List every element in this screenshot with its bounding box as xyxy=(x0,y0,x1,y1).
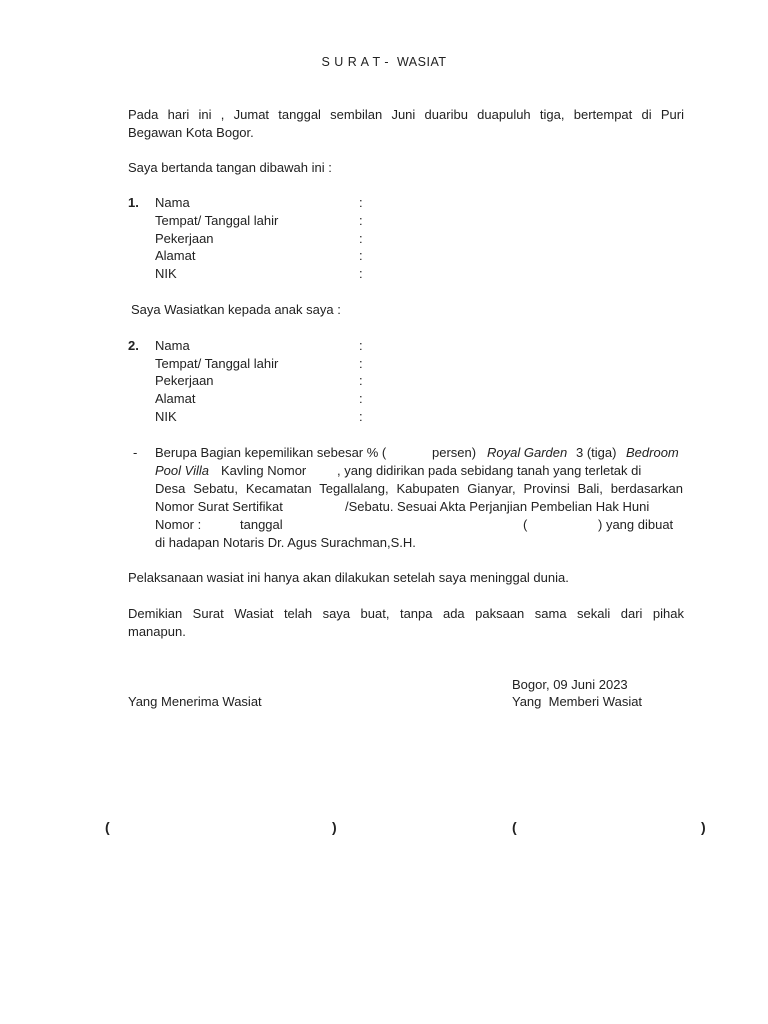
execution-clause: Pelaksanaan wasiat ini hanya akan dilakukan setelah saya meninggal dunia. xyxy=(128,570,569,585)
bequest-text: Desa Sebatu, Kecamatan Tegallalang, Kabupaten Gianyar, Provinsi Bali, berdasarkan xyxy=(155,481,683,496)
field-label-alamat-1: Alamat xyxy=(155,248,196,263)
field-colon: : xyxy=(359,195,363,210)
signature-bracket-open-left: ( xyxy=(105,819,110,835)
field-colon: : xyxy=(359,373,363,388)
item-number-2: 2. xyxy=(128,338,139,353)
field-colon: : xyxy=(359,213,363,228)
bequest-text: Bedroom xyxy=(626,445,679,460)
bequest-text: di hadapan Notaris Dr. Agus Surachman,S.H. xyxy=(155,535,416,550)
intro-line-2: Begawan Kota Bogor. xyxy=(128,125,254,140)
field-label-ttl-1: Tempat/ Tanggal lahir xyxy=(155,213,279,228)
signer-intro: Saya bertanda tangan dibawah ini : xyxy=(128,160,332,175)
field-label-ttl-2: Tempat/ Tanggal lahir xyxy=(155,356,279,371)
field-colon: : xyxy=(359,248,363,263)
bequest-text: persen) xyxy=(432,445,477,460)
field-colon: : xyxy=(359,409,363,424)
field-label-pekerjaan-1: Pekerjaan xyxy=(155,231,214,246)
field-colon: : xyxy=(359,338,363,353)
field-colon: : xyxy=(359,266,363,281)
giver-label: Yang Memberi Wasiat xyxy=(512,694,643,709)
signature-bracket-close-right: ) xyxy=(701,819,706,835)
intro-line-1: Pada hari ini , Jumat tanggal sembilan Juni duaribu duapuluh tiga, bertempat di Puri xyxy=(128,107,684,122)
bequest-text: ) yang dibuat xyxy=(598,517,674,532)
bequest-text: Royal Garden xyxy=(487,445,568,460)
closing-line-2: manapun. xyxy=(128,624,186,639)
receiver-label: Yang Menerima Wasiat xyxy=(128,694,262,709)
bequest-text: Nomor : xyxy=(155,517,202,532)
item-number-1: 1. xyxy=(128,195,139,210)
bequest-text: Pool Villa xyxy=(155,463,209,478)
bequest-text: tanggal xyxy=(240,517,283,532)
signature-bracket-open-right: ( xyxy=(512,819,517,835)
field-colon: : xyxy=(359,356,363,371)
bequest-text: 3 (tiga) xyxy=(576,445,617,460)
field-colon: : xyxy=(359,391,363,406)
place-date: Bogor, 09 Juni 2023 xyxy=(512,677,628,692)
heir-intro: Saya Wasiatkan kepada anak saya : xyxy=(131,302,341,317)
field-label-nik-2: NIK xyxy=(155,409,177,424)
field-label-nama-2: Nama xyxy=(155,338,190,353)
bullet-dash: - xyxy=(133,445,138,460)
field-label-nama-1: Nama xyxy=(155,195,190,210)
bequest-text: , yang didirikan pada sebidang tanah yang terletak di xyxy=(337,463,642,478)
signature-bracket-close-left: ) xyxy=(332,819,337,835)
bequest-text: Berupa Bagian kepemilikan sebesar % ( xyxy=(155,445,387,460)
closing-line-1: Demikian Surat Wasiat telah saya buat, tanpa ada paksaan sama sekali dari pihak xyxy=(128,606,684,621)
bequest-text: Kavling Nomor xyxy=(221,463,307,478)
bequest-text: ( xyxy=(523,517,528,532)
field-colon: : xyxy=(359,231,363,246)
document-title: S U R A T - WASIAT xyxy=(321,55,447,69)
bequest-text: /Sebatu. Sesuai Akta Perjanjian Pembelian Hak Huni xyxy=(345,499,650,514)
field-label-nik-1: NIK xyxy=(155,266,177,281)
field-label-pekerjaan-2: Pekerjaan xyxy=(155,373,214,388)
field-label-alamat-2: Alamat xyxy=(155,391,196,406)
bequest-text: Nomor Surat Sertifikat xyxy=(155,499,283,514)
